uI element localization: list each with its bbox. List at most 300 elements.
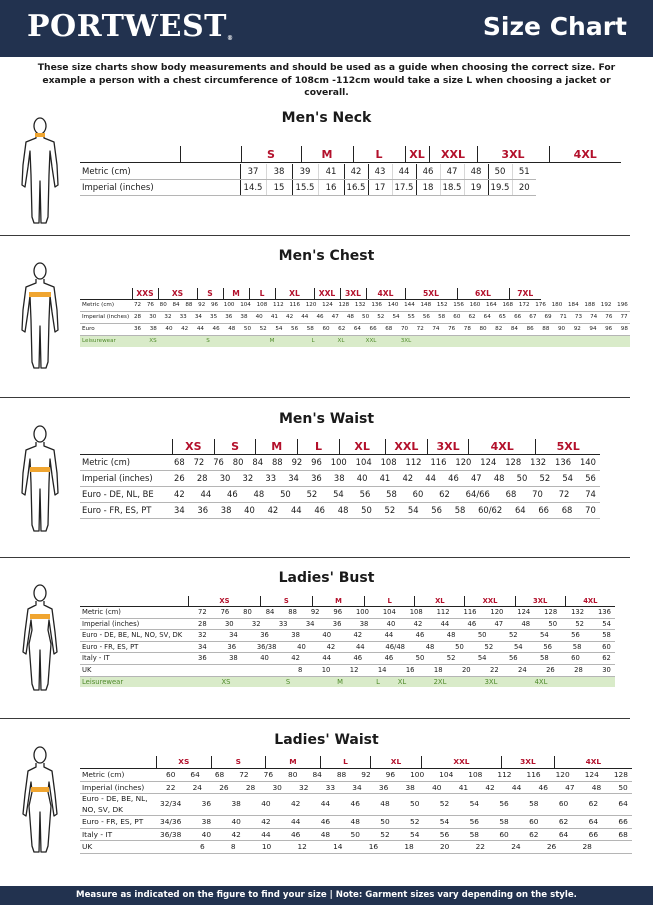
cell: 124	[480, 457, 497, 467]
cell: 44	[290, 817, 301, 826]
cell: 54	[407, 505, 419, 515]
cell: 54	[275, 326, 283, 332]
cell: 48	[337, 505, 349, 515]
cell: 58	[499, 817, 509, 826]
cell: 41	[318, 164, 344, 180]
cell: 60	[322, 326, 330, 332]
cell: 36	[225, 314, 233, 320]
size-label: XXL	[429, 146, 477, 163]
cell: 64	[483, 314, 491, 320]
cell: 56	[469, 817, 479, 826]
size-label: 5XL	[535, 439, 600, 454]
cell: 34	[305, 619, 315, 628]
cell: 58	[306, 326, 314, 332]
size-label: 7XL	[509, 288, 541, 300]
male-figure-icon	[20, 117, 60, 225]
cell: 12	[297, 842, 307, 851]
cell: 58	[454, 505, 466, 515]
mens-neck-table	[80, 146, 645, 163]
cell: 184	[568, 302, 579, 308]
size-label: XXS	[132, 288, 158, 300]
cell: 76	[448, 326, 456, 332]
cell: 38	[405, 782, 415, 792]
cell: 58	[529, 799, 539, 809]
cell: 78	[463, 326, 471, 332]
cell: 44	[320, 799, 331, 809]
row-values	[190, 607, 615, 618]
cell: 100	[355, 608, 369, 616]
section-title-mens-neck: Men's Neck	[281, 110, 372, 126]
cell: 100	[330, 457, 347, 467]
cell: 54	[392, 314, 400, 320]
cell: 112	[405, 457, 422, 467]
row-values	[154, 794, 632, 815]
intro-text: These size charts show body measurements and should be used as a guide when choosing the correct size. For example a person with a chest circumference of 108cm -112cm would take a size L when choosing a jacket or coverall.	[37, 62, 616, 98]
cell: 38	[291, 631, 300, 640]
table-row	[80, 816, 632, 829]
size-label: 6XL	[457, 288, 509, 300]
cell: 80	[288, 770, 298, 779]
cell: 43	[368, 164, 392, 180]
cell: 48	[350, 817, 360, 826]
portwest-logo	[27, 7, 233, 47]
cell: 50	[380, 817, 390, 826]
row-values	[190, 619, 615, 630]
row-label: Euro - FR, ES, PT	[82, 642, 139, 651]
cell: 40	[260, 654, 269, 663]
cell: 72	[193, 457, 205, 467]
cell: 172	[518, 302, 530, 308]
cell: 132	[571, 608, 585, 616]
cell: 42	[326, 642, 336, 651]
cell: 33	[325, 782, 336, 792]
size-label: XXL	[314, 288, 340, 300]
row-label: Leisurewear	[82, 677, 124, 686]
size-header-row	[80, 756, 632, 769]
cell: 70	[585, 505, 596, 515]
cell: 112	[272, 302, 284, 308]
cell: 36	[227, 642, 237, 651]
table-row	[80, 782, 632, 795]
cell: 56	[422, 314, 430, 320]
cell: 40	[322, 631, 332, 640]
table-row	[80, 324, 630, 336]
cell: 10	[261, 842, 272, 851]
cell: 16	[405, 665, 415, 674]
size-label: XL	[275, 288, 314, 300]
size-label: 3XL	[427, 439, 468, 454]
row-label: Euro - FR, ES, PT	[82, 505, 152, 515]
cell: 32	[198, 631, 207, 640]
cell: 88	[271, 457, 283, 467]
cell: 22	[166, 782, 176, 792]
cell: 52	[259, 326, 267, 332]
bust-band	[30, 614, 50, 619]
cell: 52	[539, 473, 551, 483]
cell: 80	[232, 457, 244, 467]
row-values	[134, 300, 630, 311]
size-label: M	[223, 288, 249, 300]
cell: 68	[214, 770, 225, 779]
table-row	[80, 619, 615, 631]
cell: 48	[464, 164, 488, 180]
cell: 36	[378, 782, 389, 792]
size-label: XXL	[385, 439, 428, 454]
cell: 112	[497, 770, 512, 779]
row-label: Euro - FR, ES, PT	[82, 817, 144, 826]
row-values	[190, 642, 615, 653]
cell: 168	[502, 302, 514, 308]
cell: 42	[485, 782, 495, 792]
cell: 84	[312, 770, 322, 779]
cell: 96	[333, 608, 343, 616]
cell: 73	[574, 314, 583, 320]
row-values	[134, 312, 630, 323]
size-label: XL	[414, 596, 464, 606]
cell: 19	[464, 180, 488, 196]
cell: 47	[494, 619, 504, 628]
cell: 32	[242, 473, 254, 483]
cell: 58	[469, 829, 479, 839]
cell: 40	[356, 473, 368, 483]
cell: 52	[410, 817, 420, 826]
cell: 64	[514, 505, 526, 515]
cell: 56	[508, 654, 518, 663]
row-label: Euro - DE, NL, BE	[82, 489, 154, 499]
row-label: Italy - IT	[82, 829, 113, 839]
cell: 36	[311, 473, 322, 483]
cell: 164	[486, 302, 497, 308]
cell: 72	[134, 302, 142, 308]
cell: 34	[194, 314, 202, 320]
cell: 28	[198, 619, 207, 628]
cell: 64	[558, 829, 569, 839]
cell: 34	[198, 642, 207, 651]
cell: 41	[458, 782, 469, 792]
page-title: Size Chart	[482, 12, 627, 41]
cell: 50	[362, 314, 370, 320]
section-divider	[0, 235, 630, 236]
cell: 56	[359, 489, 371, 499]
cell: 47	[470, 473, 482, 483]
cell: 16.5	[344, 180, 368, 196]
cell: 42	[231, 829, 241, 839]
row-label: Leisurewear	[82, 338, 116, 344]
row-label: UK	[82, 665, 92, 674]
cell: 6	[200, 842, 205, 851]
cell: 40	[201, 829, 212, 839]
leisurewear-row	[80, 677, 615, 688]
cell: 68	[561, 505, 573, 515]
cell: 56	[543, 642, 552, 651]
cell: 88	[542, 326, 550, 332]
cell: 44	[196, 326, 204, 332]
size-label: S	[211, 756, 266, 768]
row-label: Euro - DE, BE, NL, NO, SV, DK	[82, 631, 183, 640]
cell: 66	[369, 326, 377, 332]
cell: 88	[336, 770, 347, 779]
cell: 8	[230, 842, 236, 851]
cell: 54	[333, 489, 344, 499]
cell: 38	[240, 314, 248, 320]
cell: 104	[439, 770, 454, 779]
cell: 96	[605, 326, 613, 332]
table-row	[80, 300, 630, 312]
cell: 40	[231, 817, 241, 826]
cell: 50	[618, 782, 628, 792]
cell: XXL	[365, 338, 377, 344]
table-row	[80, 769, 632, 782]
row-label: Imperial (inches)	[82, 619, 140, 628]
cell: 80	[479, 326, 487, 332]
cell: 140	[579, 457, 596, 467]
row-label: Euro - DE, BE, NL, NO, SV, DK	[82, 794, 148, 814]
cell: 44	[392, 164, 416, 180]
mens-chest-rows	[80, 300, 630, 347]
cell: 54	[602, 619, 611, 628]
cell: 48	[253, 489, 265, 499]
cell: 66	[618, 817, 628, 826]
cell: 60	[412, 489, 424, 499]
cell: 62	[529, 829, 539, 839]
cell: 58	[572, 642, 582, 651]
cell: 40	[244, 505, 255, 515]
cell: 48	[446, 631, 456, 640]
cell: 128	[505, 457, 522, 467]
cell: 54	[513, 642, 523, 651]
cell: 84	[265, 608, 275, 616]
cell: 28	[245, 782, 256, 792]
table-row	[80, 312, 630, 324]
cell: 128	[544, 608, 558, 616]
cell: 40	[261, 799, 271, 809]
cell: 62	[439, 489, 450, 499]
row-label: Metric (cm)	[82, 457, 130, 467]
size-label: XXL	[464, 596, 514, 606]
section-title-mens-waist: Men's Waist	[278, 411, 375, 427]
cell: 98	[620, 326, 628, 332]
row-label: Imperial (inches)	[82, 473, 153, 483]
registered-mark: ®	[226, 35, 234, 42]
size-label: L	[364, 596, 414, 606]
cell: 28	[574, 665, 583, 674]
cell: 50	[410, 799, 420, 809]
cell: 64	[190, 770, 200, 779]
brand-name: PORTWEST	[27, 9, 227, 44]
cell: 42	[290, 799, 301, 809]
cell: XS	[149, 338, 157, 344]
cell: 58	[438, 314, 446, 320]
row-values	[134, 324, 630, 335]
cell: 68	[385, 326, 393, 332]
cell: 82	[495, 326, 503, 332]
cell: 144	[404, 302, 415, 308]
cell: 52	[575, 619, 584, 628]
cell: 34	[229, 631, 238, 640]
size-label: 3XL	[477, 146, 549, 163]
cell: 46	[353, 654, 363, 663]
cell: 26	[174, 473, 185, 483]
cell: 32	[164, 314, 172, 320]
row-values	[190, 630, 615, 641]
cell: 22	[475, 842, 485, 851]
cell: 52	[380, 829, 390, 839]
table-row	[80, 653, 615, 665]
cell: 136	[597, 608, 611, 616]
size-header-row	[80, 439, 600, 455]
cell: 60	[571, 654, 580, 663]
size-header-row	[80, 288, 541, 300]
cell: 72	[198, 608, 207, 616]
cell: 68	[505, 489, 517, 499]
size-label: 3XL	[340, 288, 366, 300]
size-label: 4XL	[468, 439, 536, 454]
cell: 56	[571, 631, 580, 640]
cell: 30	[219, 473, 231, 483]
cell: 188	[584, 302, 596, 308]
cell: 48	[380, 799, 390, 809]
cell: 38	[220, 505, 232, 515]
cell: 34	[174, 505, 185, 515]
cell: 26	[546, 665, 555, 674]
section-divider	[0, 557, 630, 558]
cell: 42	[181, 326, 189, 332]
cell: 35	[210, 314, 218, 320]
cell: 42	[174, 489, 185, 499]
cell: 58	[386, 489, 397, 499]
cell: L	[311, 338, 315, 344]
cell: 60	[558, 799, 569, 809]
row-values	[174, 503, 600, 518]
cell: 176	[535, 302, 546, 308]
cell: 38	[201, 817, 212, 826]
cell: 40	[297, 642, 306, 651]
table-row	[80, 794, 632, 816]
cell: 26	[219, 782, 229, 792]
cell: 60	[602, 642, 611, 651]
row-label: Imperial (inches)	[82, 314, 130, 320]
cell: 40	[386, 619, 396, 628]
size-label: 3XL	[515, 596, 565, 606]
cell: 14	[333, 842, 343, 851]
cell: 76	[263, 770, 274, 779]
cell: 33	[278, 619, 288, 628]
cell: 88	[185, 302, 193, 308]
size-label: 5XL	[405, 288, 457, 300]
male-figure-icon	[20, 262, 60, 370]
cell: 54	[540, 631, 549, 640]
cell: 54	[477, 654, 487, 663]
cell: 72	[558, 489, 570, 499]
cell: 42	[353, 631, 363, 640]
size-label: M	[265, 756, 320, 768]
row-label: Imperial (inches)	[80, 180, 240, 196]
cell: 52	[306, 489, 318, 499]
cell: 66	[588, 829, 599, 839]
cell: 50	[280, 489, 291, 499]
male-figure-icon	[20, 425, 60, 533]
cell: 52	[508, 631, 518, 640]
size-label: XS	[158, 288, 197, 300]
cell: 52	[377, 314, 385, 320]
mens-waist-table	[80, 439, 600, 519]
cell: 108	[468, 770, 483, 779]
cell: 47	[565, 782, 575, 792]
cell: XS	[221, 677, 231, 686]
cell: 148	[420, 302, 432, 308]
size-header-row	[80, 146, 645, 163]
cell: 19.5	[488, 180, 512, 196]
size-label: 4XL	[554, 756, 632, 768]
cell: 55	[407, 314, 415, 320]
cell: 38	[229, 654, 238, 663]
cell: L	[376, 677, 380, 686]
ladies-bust-table	[80, 596, 615, 687]
cell: 32	[299, 782, 309, 792]
cell: 46	[415, 631, 425, 640]
cell: 15.5	[292, 180, 318, 196]
size-label: M	[312, 596, 364, 606]
cell: 42	[413, 619, 423, 628]
cell: 96	[210, 302, 219, 308]
cell: 56	[431, 505, 442, 515]
cell: 100	[223, 302, 235, 308]
cell: 50	[488, 164, 512, 180]
cell: 54	[469, 799, 479, 809]
mens-neck-values	[80, 164, 536, 196]
cell: 66	[538, 505, 549, 515]
row-values	[190, 665, 615, 676]
cell: 100	[410, 770, 425, 779]
cell: 86	[526, 326, 534, 332]
cell: 62	[558, 817, 569, 826]
female-figure-icon	[20, 746, 60, 854]
cell: 72	[239, 770, 249, 779]
waist-band	[30, 467, 50, 472]
table-row	[80, 455, 600, 471]
cell: 50	[350, 829, 360, 839]
cell: 50	[455, 642, 464, 651]
cell: 112	[436, 608, 450, 616]
cell: 64	[588, 817, 599, 826]
cell: 132	[354, 302, 366, 308]
cell: 37	[240, 164, 266, 180]
cell: 34	[288, 473, 299, 483]
size-label: L	[297, 439, 339, 454]
cell: 44	[425, 473, 436, 483]
cell: 3XL	[484, 677, 498, 686]
cell: 36/38	[256, 642, 277, 651]
cell: 64	[618, 799, 628, 809]
size-label: 4XL	[549, 146, 621, 163]
cell: 192	[600, 302, 612, 308]
cell: 46	[350, 799, 360, 809]
row-label: Metric (cm)	[82, 770, 125, 779]
cell: 36	[134, 326, 142, 332]
cell: 46	[290, 829, 301, 839]
neck-band	[35, 133, 45, 137]
cell: 42	[344, 164, 368, 180]
row-label: Metric (cm)	[82, 608, 121, 616]
table-row	[80, 607, 615, 619]
cell: 116	[289, 302, 301, 308]
table-row	[80, 503, 600, 519]
cell: 120	[305, 302, 317, 308]
cell: 38	[149, 326, 157, 332]
cell: 47	[440, 164, 464, 180]
cell: 46	[384, 654, 394, 663]
cell: 48	[493, 473, 505, 483]
